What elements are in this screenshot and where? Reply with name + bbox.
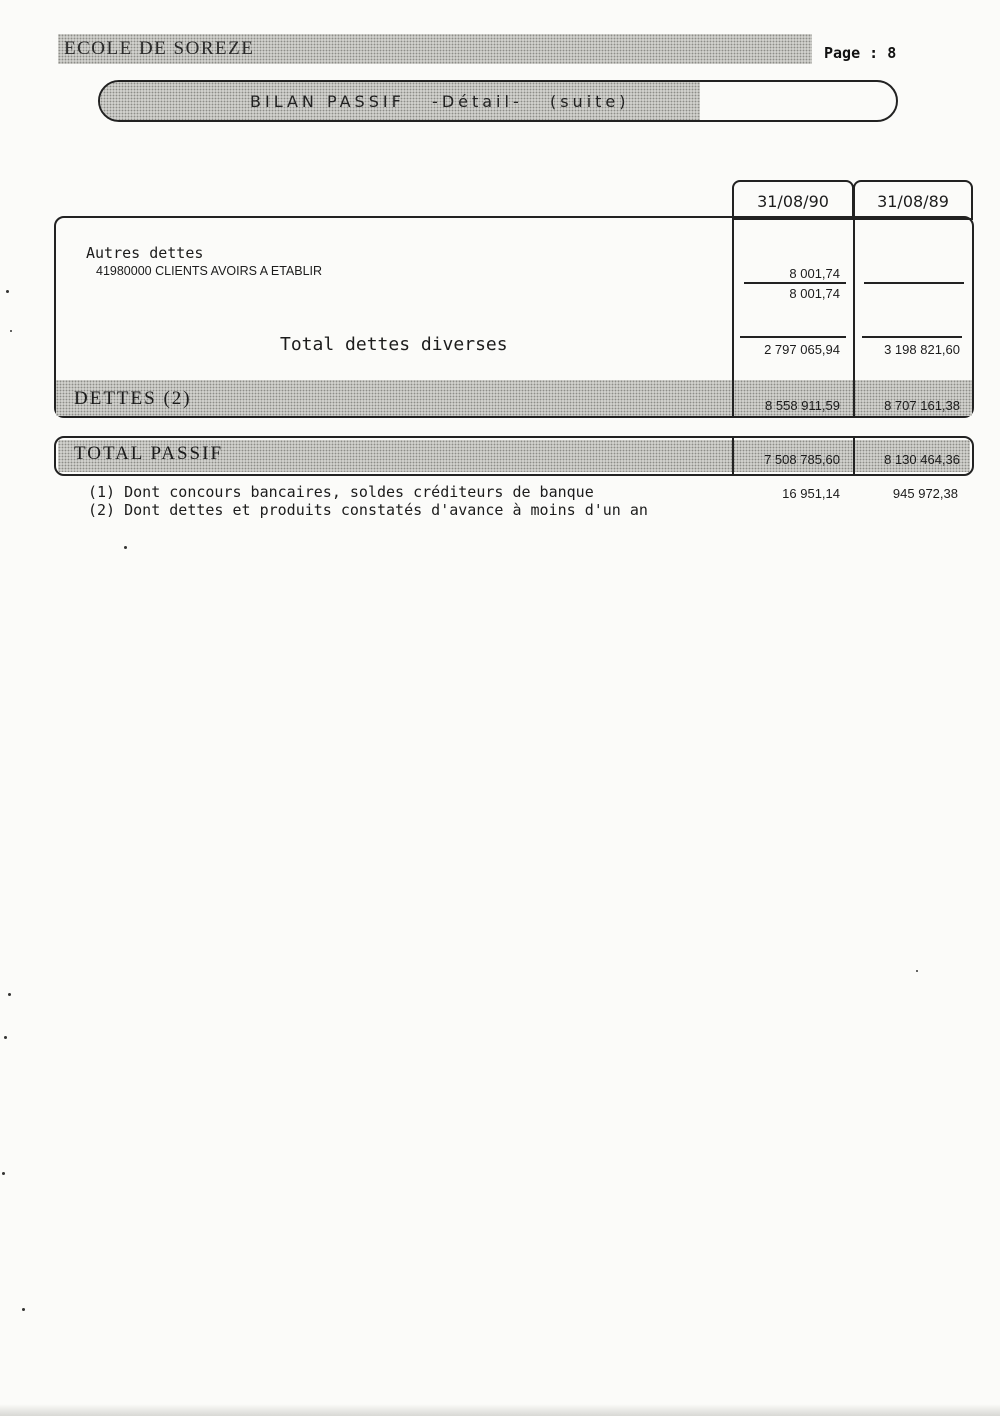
underline (864, 282, 964, 284)
scan-speck (8, 993, 11, 996)
column-divider (853, 436, 855, 476)
scan-speck (4, 1036, 7, 1039)
underline (862, 336, 962, 338)
column-divider (732, 216, 734, 418)
scan-speck (124, 546, 127, 549)
column-header-current: 31/08/90 (732, 180, 854, 220)
dettes-current: 8 558 911,59 (765, 398, 840, 413)
total-passif-previous: 8 130 464,36 (884, 452, 960, 467)
column-header-previous: 31/08/89 (853, 180, 973, 220)
scan-speck (22, 1308, 25, 1311)
total-dettes-diverses-current: 2 797 065,94 (764, 342, 840, 357)
account-value-current: 8 001,74 (789, 266, 840, 281)
dettes-previous: 8 707 161,38 (884, 398, 960, 413)
account-line-label: 41980000 CLIENTS AVOIRS A ETABLIR (96, 264, 323, 278)
subtotal-current: 8 001,74 (789, 286, 840, 301)
column-divider (732, 436, 734, 476)
underline (740, 336, 846, 338)
total-passif-label: TOTAL PASSIF (74, 443, 224, 464)
page-number: Page : 8 (824, 44, 897, 62)
total-dettes-diverses-label: Total dettes diverses (280, 334, 508, 355)
page-title: BILAN PASSIF -Détail- (suite) (250, 92, 630, 111)
underline (744, 282, 846, 284)
column-divider (853, 216, 855, 418)
scan-speck (10, 330, 12, 332)
scan-edge (0, 1404, 1000, 1416)
organization-name: ECOLE DE SOREZE (64, 38, 255, 59)
footnote-1-current: 16 951,14 (782, 486, 840, 501)
scan-speck (916, 970, 918, 972)
total-passif-current: 7 508 785,60 (764, 452, 840, 467)
scan-speck (6, 290, 9, 293)
section-heading: Autres dettes (86, 244, 204, 262)
dettes-label: DETTES (2) (74, 388, 192, 409)
total-dettes-diverses-previous: 3 198 821,60 (884, 342, 960, 357)
footnote-1: (1) Dont concours bancaires, soldes créditeurs de banque (88, 483, 594, 501)
footnote-1-previous: 945 972,38 (892, 486, 958, 501)
footnote-2: (2) Dont dettes et produits constatés d'avance à moins d'un an (88, 501, 648, 519)
scan-speck (2, 1172, 5, 1175)
